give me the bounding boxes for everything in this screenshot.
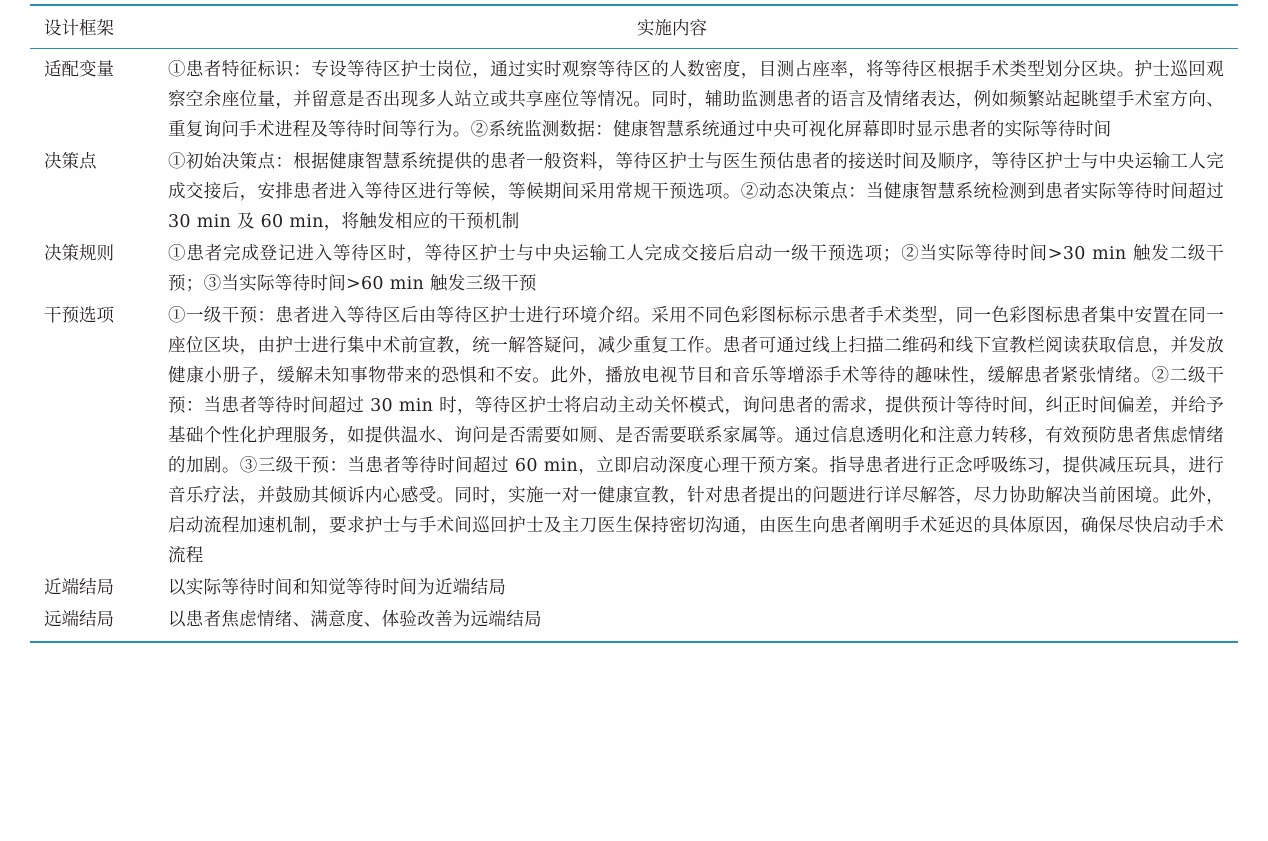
table-bottom-rule xyxy=(30,641,1238,643)
row-content-intervention-options: ①一级干预：患者进入等待区后由等待区护士进行环境介绍。采用不同色彩图标标示患者手术类型，同一色彩图标患者集中安置在同一座位区块，由护士进行集中术前宣教，统一解答疑问，减少重复工作。患者可通过线上扫描二维码和线下宣教栏阅读获取信息，并发放健康小册子，缓解未知事物带来的恐惧和不安。此外，播放电视节目和音乐等增添手术等待的趣味性，缓解患者紧张情绪。②二级干预：当患者等待时间超过 30 min 时，等待区护士将启动主动关怀模式，询问患者的需求，提供预计等待时间，纠正时间偏差，并给予基础个性化护理服务，如提供温水、询问是否需要如厕、是否需要联系家属等。通过信息透明化和注意力转移，有效预防患者焦虑情绪的加剧。③三级干预：当患者等待时间超过 60 min，立即启动深度心理干预方案。指导患者进行正念呼吸练习，提供减压玩具，进行音乐疗法，并鼓励其倾诉内心感受。同时，实施一对一健康宣教，针对患者提出的问题进行详尽解答，尽力协助解决当前困境。此外，启动流程加速机制，要求护士与手术间巡回护士及主刀医生保持密切沟通，由医生向患者阐明手术延迟的具体原因，确保尽快启动手术流程 xyxy=(168,306,1224,566)
row-label-distal-outcome: 远端结局 xyxy=(44,610,114,630)
row-label-decision-rules: 决策规则 xyxy=(44,244,114,264)
table-row xyxy=(30,147,1238,237)
row-label-decision-points: 决策点 xyxy=(44,152,97,172)
design-framework-table xyxy=(30,4,1238,643)
table-row xyxy=(30,301,1238,571)
table-body xyxy=(30,49,1238,641)
row-label-adaptive-variables: 适配变量 xyxy=(44,60,114,80)
header-implementation-content: 实施内容 xyxy=(637,18,707,39)
row-label-proximal-outcome: 近端结局 xyxy=(44,578,114,598)
table-row xyxy=(30,55,1238,145)
row-content-proximal-outcome: 以实际等待时间和知觉等待时间为近端结局 xyxy=(168,578,507,598)
table-row xyxy=(30,239,1238,299)
row-content-adaptive-variables: ①患者特征标识：专设等待区护士岗位，通过实时观察等待区的人数密度，目测占座率，将等待区根据手术类型划分区块。护士巡回观察空余座位量，并留意是否出现多人站立或共享座位等情况。同时，辅助监测患者的语言及情绪表达，例如频繁站起眺望手术室方向、重复询问手术进程及等待时间等行为。②系统监测数据：健康智慧系统通过中央可视化屏幕即时显示患者的实际等待时间 xyxy=(168,60,1224,140)
row-content-decision-rules: ①患者完成登记进入等待区时，等待区护士与中央运输工人完成交接后启动一级干预选项；②当实际等待时间>30 min 触发二级干预；③当实际等待时间>60 min 触发三级干预 xyxy=(168,244,1224,294)
table-header-row xyxy=(30,6,1238,48)
row-content-distal-outcome: 以患者焦虑情绪、满意度、体验改善为远端结局 xyxy=(168,610,542,630)
row-content-decision-points: ①初始决策点：根据健康智慧系统提供的患者一般资料，等待区护士与医生预估患者的接送时间及顺序，等待区护士与中央运输工人完成交接后，安排患者进入等待区进行等候，等候期间采用常规干预选项。②动态决策点：当健康智慧系统检测到患者实际等待时间超过 30 min 及 60 min，将触发相应的干预机制 xyxy=(168,152,1224,232)
table-row xyxy=(30,605,1238,635)
row-label-intervention-options: 干预选项 xyxy=(44,306,114,326)
table-row xyxy=(30,573,1238,603)
header-design-framework: 设计框架 xyxy=(44,18,114,39)
